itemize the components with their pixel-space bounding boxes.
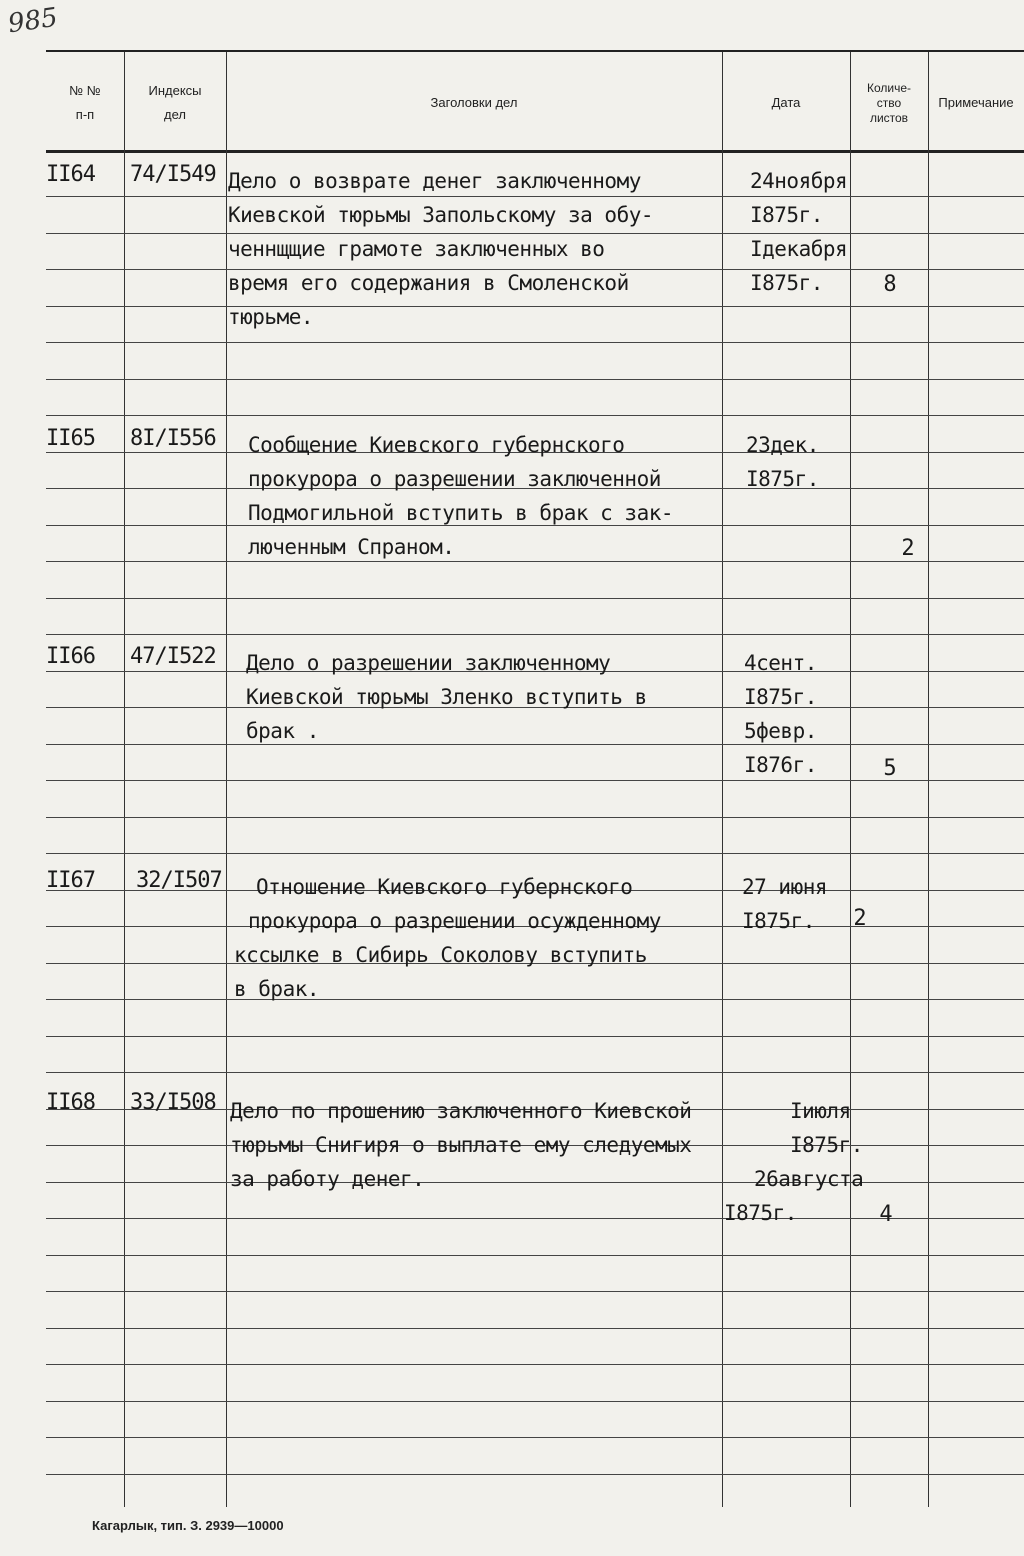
- ruled-line: [46, 1474, 1024, 1475]
- entry-date: 23дек. I875г.: [746, 433, 819, 491]
- entry-sheet-count: 5: [883, 756, 897, 781]
- header-top-border: [46, 50, 1024, 52]
- entry-index: 32/I507: [136, 868, 222, 893]
- ruled-line: [46, 1291, 1024, 1292]
- entry-date-second: 26августа I875г.: [724, 1167, 864, 1225]
- entry-title: Дело о возврате денег заключенному Киевской тюрьмы Запольскому за обу- ченнщщие грамоте заключенных во время его содержания в Смоленской тюрьме.: [228, 169, 654, 329]
- ruled-line: [46, 1328, 1024, 1329]
- entry-date: Iиюля I875г.: [790, 1099, 863, 1157]
- entry-date: 27 июня I875г.: [742, 875, 828, 933]
- header-bottom-border: [46, 150, 1024, 153]
- header-note: Примечание: [938, 95, 1014, 110]
- ruled-line: [46, 598, 1024, 599]
- entry-title: Отношение Киевского губернского прокурора о разрешении осужденному кссылке в Сибирь Соколову вступить в брак.: [234, 875, 661, 1001]
- ruled-line: [46, 379, 1024, 380]
- header-count: Количе- ство листов: [866, 80, 912, 125]
- handwritten-page-number: 985: [6, 2, 60, 40]
- entry-index: 8I/I556: [130, 426, 216, 451]
- header-date: Дата: [771, 95, 801, 110]
- entry-title: Сообщение Киевского губернского прокурора о разрешении заключенной Подмогильной вступить в брак с зак- люченным Спраном.: [248, 433, 674, 559]
- printer-imprint: Кагарлык, тип. З. 2939—10000: [92, 1518, 284, 1533]
- ruled-line: [46, 1437, 1024, 1438]
- ruled-line: [46, 1401, 1024, 1402]
- ruled-line: [46, 1364, 1024, 1365]
- ruled-line: [46, 342, 1024, 343]
- entry-index: 74/I549: [130, 162, 216, 187]
- entry-date: 24ноября I875г. Iдекабря I875г.: [750, 169, 848, 295]
- entry-sheet-count: 4: [879, 1202, 893, 1227]
- ruled-line: [46, 1072, 1024, 1073]
- entry-number: II66: [46, 644, 95, 669]
- entry-number: II64: [46, 162, 95, 187]
- ruled-line: [46, 853, 1024, 854]
- ruled-line: [46, 634, 1024, 635]
- ruled-line: [46, 817, 1024, 818]
- ruled-line: [46, 415, 1024, 416]
- entry-sheet-count: 8: [883, 272, 897, 297]
- entry-title: Дело по прошению заключенного Киевской тюрьмы Снигиря о выплате ему следуемых за работу денег.: [230, 1099, 692, 1191]
- ruled-line: [46, 1036, 1024, 1037]
- entry-title: Дело о разрешении заключенному Киевской тюрьмы Зленко вступить в брак .: [246, 651, 647, 743]
- ruled-line: [46, 1255, 1024, 1256]
- entry-index: 47/I522: [130, 644, 216, 669]
- entry-number: II68: [46, 1090, 95, 1115]
- entry-sheet-count: 2: [853, 906, 867, 931]
- entry-sheet-count: 2: [901, 536, 915, 561]
- header-number: № № п-п: [69, 83, 101, 122]
- entry-number: II67: [46, 868, 95, 893]
- header-index: Индексы дел: [148, 83, 202, 122]
- entry-number: II65: [46, 426, 95, 451]
- header-title: Заголовки дел: [430, 95, 518, 110]
- entry-index: 33/I508: [130, 1090, 216, 1115]
- entry-date: 4сент. I875г. 5февр. I876г.: [744, 651, 817, 777]
